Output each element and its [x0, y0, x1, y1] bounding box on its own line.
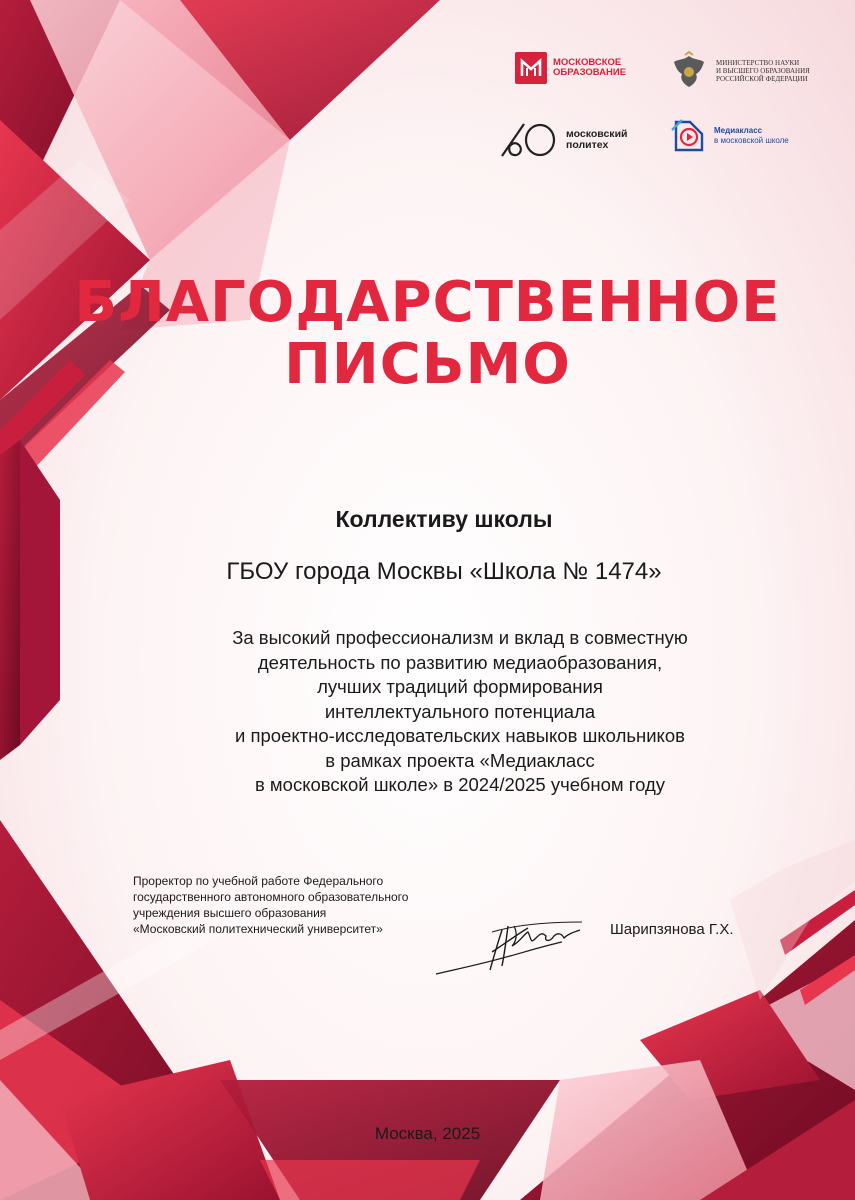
ministry-line2: И ВЫСШЕГО ОБРАЗОВАНИЯ [716, 67, 810, 75]
mediaclass-play-icon [668, 116, 708, 156]
ministry-logo [668, 50, 810, 92]
moscow-education-line2: ОБРАЗОВАНИЕ [553, 67, 627, 78]
body-line: и проектно-исследовательских навыков школьников [235, 725, 685, 746]
body-line: в московской школе» в 2024/2025 учебном году [254, 774, 666, 795]
body-line: лучших традиций формирования [317, 676, 603, 697]
footer-place-year: Москва, 2025 [374, 1124, 481, 1143]
moscow-polytech-logo [498, 120, 627, 160]
letter-title [0, 272, 855, 396]
signer-line: государственного автономного образовательного [133, 890, 409, 904]
body-line: интеллектуального потенциала [324, 700, 596, 722]
signer-name: Шарипзянова Г.Х. [610, 921, 734, 938]
title-line-1: БЛАГОДАРСТВЕННОЕ [74, 270, 781, 335]
recipient-lead: Коллективу школы [335, 506, 553, 532]
moscow-education-emblem-icon [515, 52, 547, 84]
ministry-line3: РОССИЙСКОЙ ФЕДЕРАЦИИ [716, 75, 808, 83]
body-line: За высокий профессионализм и вклад в совместную [232, 627, 688, 648]
moscow-education-line1: МОСКОВСКОЕ [553, 57, 622, 68]
recipient-school: ГБОУ города Москвы «Школа № 1474» [226, 558, 662, 585]
coat-of-arms-icon [668, 50, 710, 92]
polytech-60-icon [498, 120, 562, 160]
mediaclass-line1: Медиакласс [714, 126, 763, 135]
polytech-line1: московский [566, 128, 628, 140]
polytech-line2: политех [566, 139, 609, 151]
mediaclass-logo [668, 116, 789, 156]
handwritten-signature [432, 912, 592, 982]
mediaclass-line2: в московской школе [714, 136, 789, 145]
moscow-education-logo [515, 52, 626, 84]
ministry-line1: МИНИСТЕРСТВО НАУКИ [716, 59, 800, 67]
signer-line: «Московский политехнический университет» [133, 922, 383, 936]
title-line-2: ПИСЬМО [284, 332, 571, 397]
body-line: деятельность по развитию медиаобразования, [257, 651, 663, 673]
body-line: в рамках проекта «Медиакласс [325, 749, 595, 771]
signer-line: Проректор по учебной работе Федерального [133, 874, 384, 888]
letter-body [190, 626, 730, 798]
signer-line: учреждения высшего образования [133, 906, 327, 920]
